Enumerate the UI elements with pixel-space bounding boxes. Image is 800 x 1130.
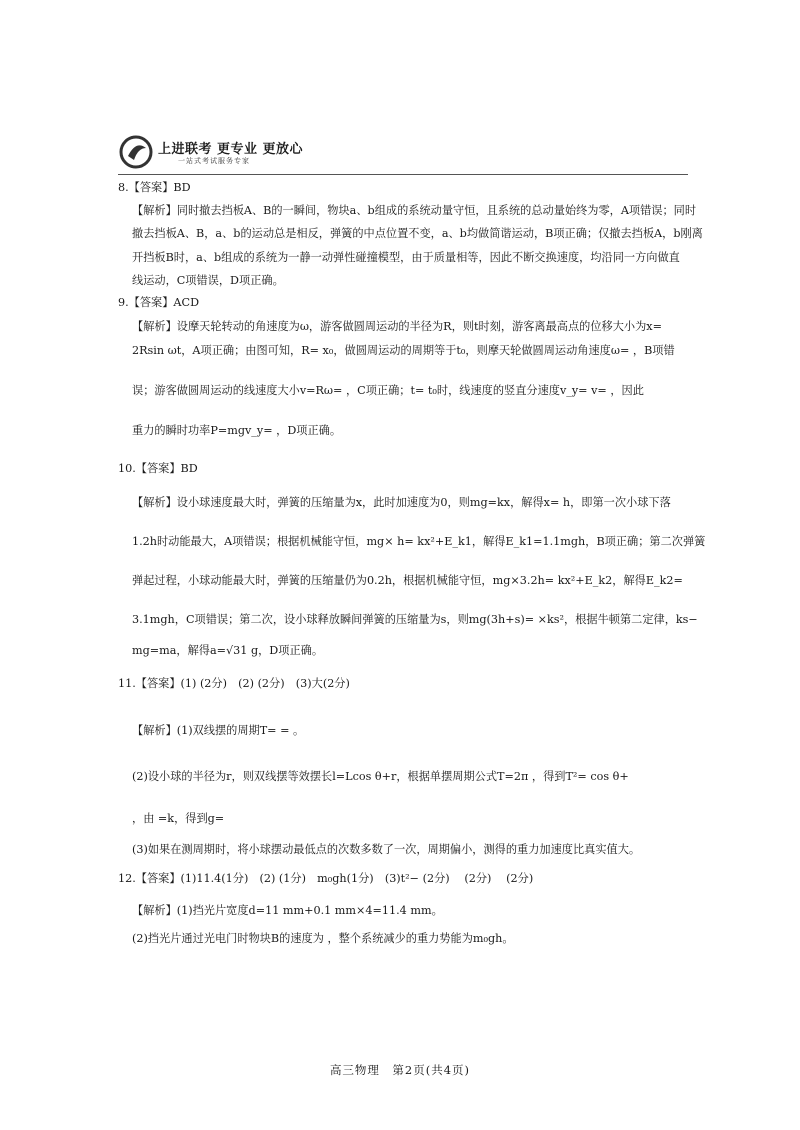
q8-analysis-line: 撤去挡板A、B，a、b的运动总是相反，弹簧的中点位置不变，a、b均做简谐运动，B项正确；仅撤去挡板A，b刚离 [132, 227, 703, 240]
brand-title: 上进联考 更专业 更放心 [158, 142, 304, 157]
header-logo [118, 134, 318, 174]
page-footer: 高三物理 第2页(共4页) [329, 1063, 471, 1077]
q8-analysis-line: 线运动，C项错误，D项正确。 [132, 274, 284, 287]
q9-analysis-line: 重力的瞬时功率P=mgv_y= ，D项正确。 [132, 424, 342, 437]
q9-analysis-line: 2Rsin ωt，A项正确；由图可知，R= x₀，做圆周运动的周期等于t₀，则摩天轮做圆周运动角速度ω= ，B项错 [132, 344, 675, 357]
q10-answer: 10.【答案】BD [118, 462, 198, 475]
q10-analysis-line: 【解析】设小球速度最大时，弹簧的压缩量为x，此时加速度为0，则mg=kx，解得x= h，即第一次小球下落 [132, 496, 671, 509]
q8-analysis-line: 【解析】同时撤去挡板A、B的一瞬间，物块a、b组成的系统动量守恒，且系统的总动量始终为零，A项错误；同时 [132, 204, 697, 217]
q12-answer: 12.【答案】(1)11.4(1分) (2) (1分) m₀gh(1分) (3)t²− (2分) (2分) (2分) [118, 872, 534, 885]
q11-analysis-line: ，由 =k，得到g= [132, 812, 225, 825]
q10-analysis-line: 1.2h时动能最大，A项错误；根据机械能守恒，mg× h= kx²+E_k1，解得E_k1=1.1mgh，B项正确；第二次弹簧 [132, 535, 706, 548]
q9-answer: 9.【答案】ACD [118, 296, 200, 309]
q11-answer: 11.【答案】(1) (2分) (2) (2分) (3)大(2分) [118, 677, 350, 690]
q9-analysis-line: 【解析】设摩天轮转动的角速度为ω，游客做圆周运动的半径为R，则t时刻，游客离最高点的位移大小为x= [132, 320, 662, 333]
header-divider [118, 174, 688, 175]
q9-analysis-line: 误；游客做圆周运动的线速度大小v=Rω= ，C项正确；t= t₀时，线速度的竖直分速度v_y= v= ，因此 [132, 384, 644, 397]
q11-analysis-line: (3)如果在测周期时，将小球摆动最低点的次数多数了一次，周期偏小，测得的重力加速度比真实值大。 [132, 843, 641, 856]
q8-analysis-line: 开挡板B时，a、b组成的系统为一静一动弹性碰撞模型，由于质量相等，因此不断交换速度，均沿同一方向做直 [132, 251, 680, 264]
q10-analysis-line: mg=ma，解得a=√31 g，D项正确。 [132, 644, 324, 657]
q12-analysis-line: 【解析】(1)挡光片宽度d=11 mm+0.1 mm×4=11.4 mm。 [132, 904, 443, 917]
q8-answer: 8.【答案】BD [118, 181, 191, 194]
q12-analysis-line: (2)挡光片通过光电门时物块B的速度为 ，整个系统减少的重力势能为m₀gh。 [132, 932, 514, 945]
q10-analysis-line: 3.1mgh，C项错误；第二次，设小球释放瞬间弹簧的压缩量为s，则mg(3h+s)= ×ks²，根据牛顿第二定律，ks− [132, 613, 698, 626]
q10-analysis-line: 弹起过程，小球动能最大时，弹簧的压缩量仍为0.2h，根据机械能守恒，mg×3.2h= kx²+E_k2，解得E_k2= [132, 574, 683, 587]
brand-slogan: 一站式考试服务专家 [178, 157, 250, 165]
logo-icon [118, 134, 156, 170]
q11-analysis-line: (2)设小球的半径为r，则双线摆等效摆长l=Lcos θ+r，根据单摆周期公式T=2π ，得到T²= cos θ+ [132, 770, 629, 783]
q11-analysis-line: 【解析】(1)双线摆的周期T= = 。 [132, 724, 305, 737]
